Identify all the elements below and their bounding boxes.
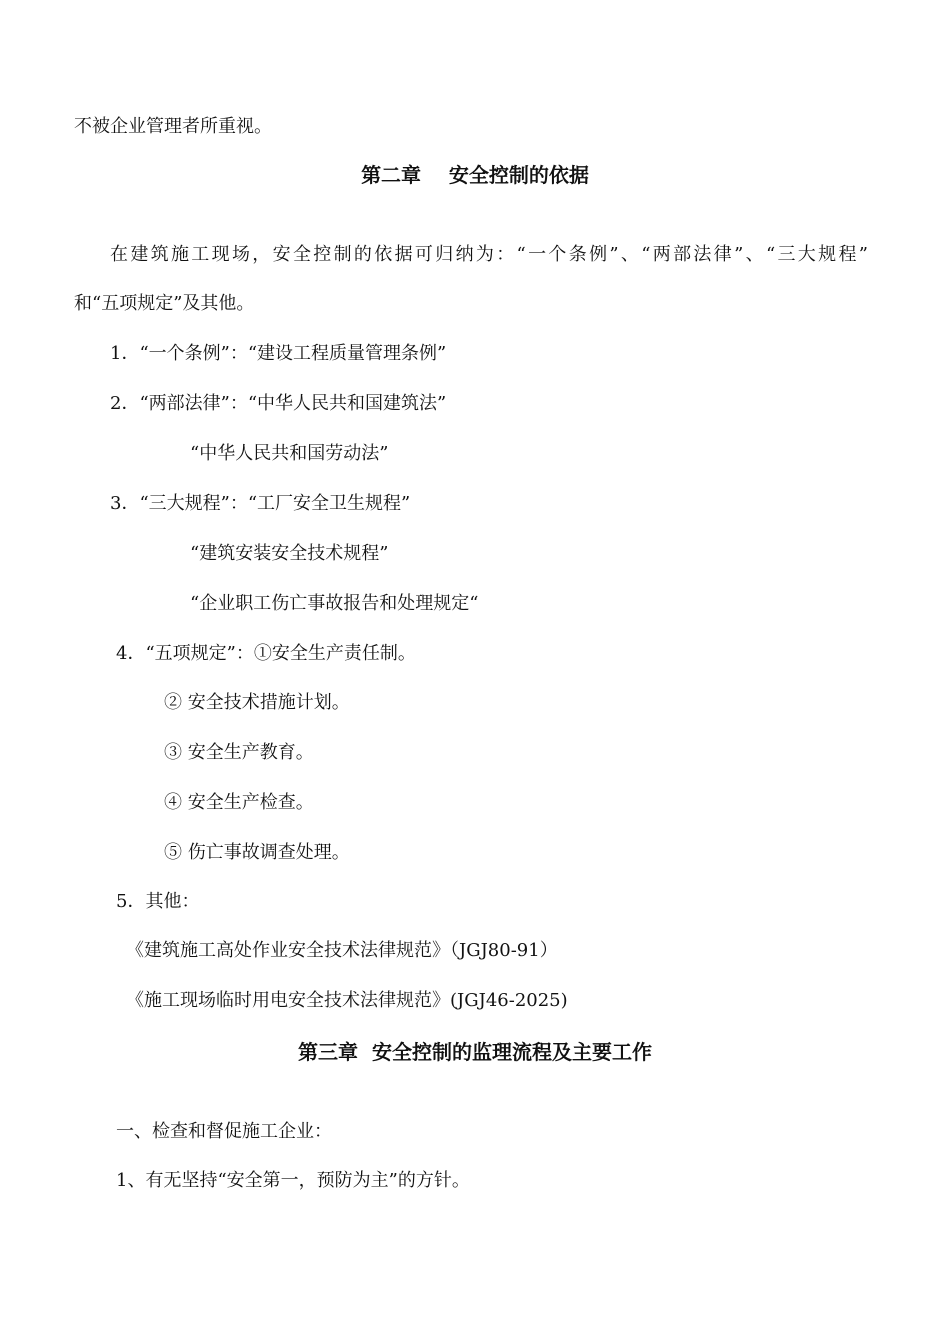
intro-paragraph-line-2: 和“五项规定”及其他。 — [74, 293, 255, 314]
list-item-5-sub-1: 《建筑施工高处作业安全技术法律规范》（JGJ80-91） — [126, 940, 558, 961]
list-item-3-sub-1: “建筑安装安全技术规程” — [190, 543, 389, 564]
list-item-1: 1．“一个条例”：“建设工程质量管理条例” — [110, 343, 447, 364]
list-item-2-sub: “中华人民共和国劳动法” — [190, 443, 389, 464]
chapter-3-heading: 第三章 安全控制的监理流程及主要工作 — [298, 1040, 652, 1064]
list-item-4-sub-2: ② 安全技术措施计划。 — [164, 692, 350, 713]
section-1-heading: 一、检查和督促施工企业： — [116, 1121, 332, 1142]
list-item-3: 3．“三大规程”：“工厂安全卫生规程” — [110, 493, 411, 514]
list-item-2: 2．“两部法律”：“中华人民共和国建筑法” — [110, 393, 447, 414]
chapter-2-heading: 第二章 安全控制的依据 — [361, 163, 589, 187]
list-item-4-sub-4: ④ 安全生产检查。 — [164, 792, 314, 813]
paragraph-continuation: 不被企业管理者所重视。 — [74, 116, 272, 137]
intro-paragraph-line-1: 在建筑施工现场，安全控制的依据可归纳为：“一个条例”、“两部法律”、“三大规程” — [110, 244, 868, 265]
list-item-4: 4．“五项规定”：①安全生产责任制。 — [116, 643, 416, 664]
section-1-item-1: 1、有无坚持“安全第一，预防为主”的方针。 — [116, 1170, 470, 1191]
list-item-4-sub-5: ⑤ 伤亡事故调查处理。 — [164, 842, 350, 863]
list-item-5-sub-2: 《施工现场临时用电安全技术法律规范》(JGJ46-2025) — [126, 990, 568, 1011]
list-item-4-sub-3: ③ 安全生产教育。 — [164, 742, 314, 763]
list-item-3-sub-2: “企业职工伤亡事故报告和处理规定“ — [190, 593, 479, 614]
list-item-5: 5．其他： — [116, 891, 200, 912]
